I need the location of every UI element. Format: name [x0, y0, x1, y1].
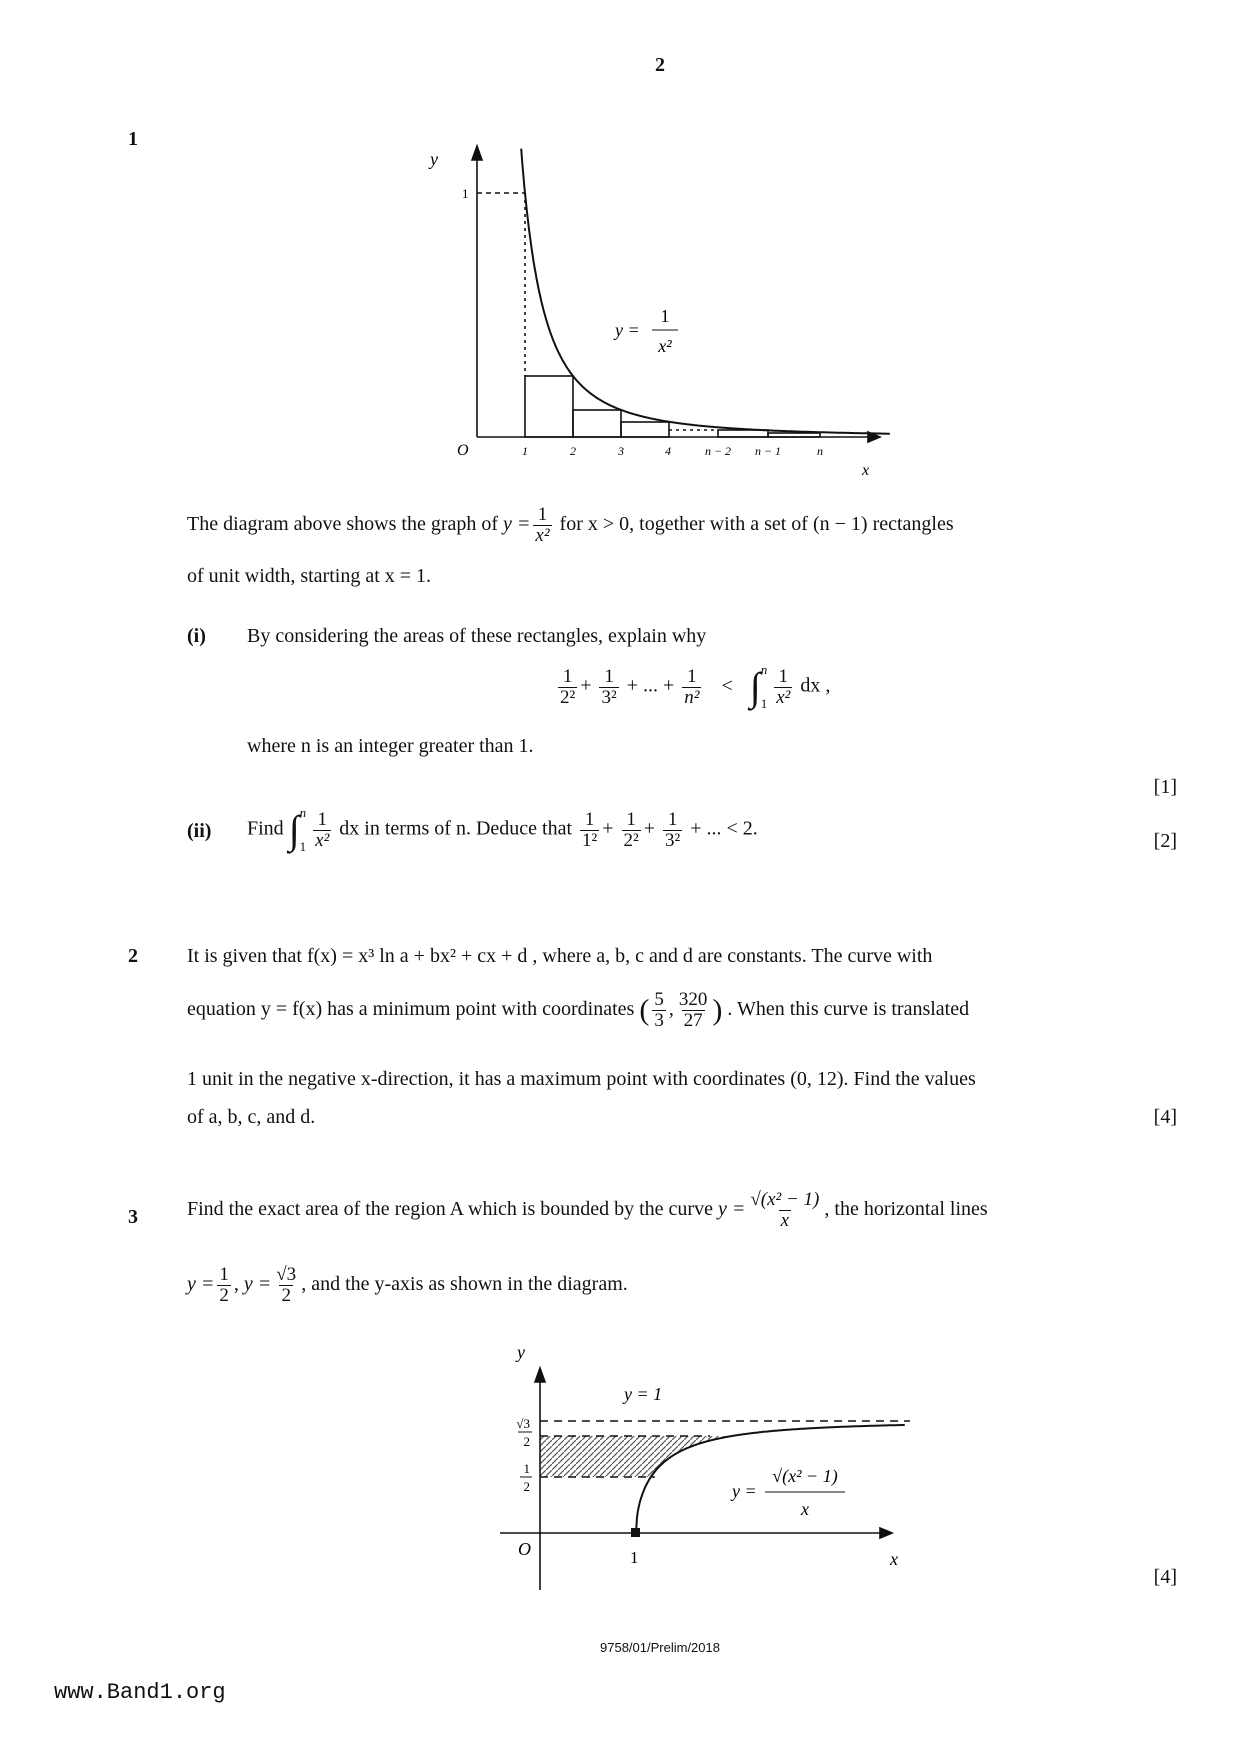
point-y — [677, 990, 710, 1031]
q1-intro-text: The diagram above shows the graph of — [187, 513, 499, 536]
q3-diagram — [0, 1330, 1239, 1600]
eq-lhs: y = — [243, 1273, 272, 1296]
q1-intro-line2: of unit width, starting at x = 1. — [187, 565, 432, 587]
tick-upper-den: 2 — [523, 1434, 530, 1449]
part-i-marks: [1] — [1153, 776, 1177, 798]
numerator: 1 — [537, 504, 548, 525]
upper-limit: n — [760, 662, 768, 677]
origin-label: O — [457, 442, 469, 459]
denominator: x — [780, 1209, 790, 1231]
point-x — [652, 990, 666, 1031]
integral-sign: ∫ — [288, 807, 300, 852]
tick-upper-num: √3 — [516, 1416, 530, 1431]
x-tick-4: 4 — [665, 444, 671, 458]
part-ii-marks: [2] — [1153, 830, 1177, 852]
rectangle-1 — [525, 376, 573, 437]
q3-line1 — [187, 1190, 988, 1231]
term-2 — [622, 810, 641, 851]
denominator: 3² — [601, 686, 617, 708]
x-tick-n-2: n − 2 — [704, 444, 732, 458]
q2-line3: 1 unit in the negative x-direction, it has a maximum point with coordinates (0, 12). Find the values — [187, 1068, 976, 1090]
q1-intro-line1 — [187, 505, 954, 546]
tick-lower-den: 2 — [523, 1479, 530, 1494]
q2-marks: [4] — [1153, 1106, 1177, 1128]
denominator: x² — [776, 686, 791, 708]
part-ii-text: dx in terms of n. Deduce that — [339, 817, 573, 840]
term-2 — [599, 667, 618, 708]
integrand — [774, 667, 792, 708]
curve-label-lhs: y = — [732, 1481, 757, 1501]
numerator: 1 — [687, 665, 697, 687]
watermark-link[interactable]: www.Band1.org — [54, 1680, 226, 1705]
ellipsis: + ... + — [626, 674, 675, 697]
integrand — [313, 810, 331, 851]
eq-lhs: y = — [503, 513, 531, 536]
y-axis-arrow — [472, 146, 482, 160]
y-tick-1: 1 — [462, 186, 469, 201]
q3-line2: y = $\frac{1}{2}$ , y = $\frac{√3}{2}$ , and the y-axis as shown in the diagram. — [187, 1264, 628, 1306]
q2-line1: It is given that f(x) = x³ ln a + bx² + cx + d , where a, b, c and d are constants. The curve with — [187, 945, 933, 967]
numerator: √3 — [276, 1264, 297, 1285]
point-1-0 — [631, 1528, 640, 1537]
x-tick-n: n — [817, 444, 823, 458]
footer-code: 9758/01/Prelim/2018 — [600, 1640, 720, 1655]
x-tick-n-1: n − 1 — [754, 444, 782, 458]
numerator: 1 — [317, 808, 327, 830]
eq-lhs: y = — [717, 1198, 746, 1221]
x-tick-3: 3 — [618, 444, 624, 458]
q2-text-2: . When this curve is translated — [727, 998, 970, 1021]
part-ii-line: Find ∫ n 1 $\frac{1}{\text{x²}}$ dx in terms of n. Deduce that $\frac{1}{\text{1²}}$ + $\frac{1}{\text{2²}}$ + $\frac{1}{\text{3²}}$ + ... < 2. — [247, 805, 758, 854]
denominator: x² — [535, 524, 550, 546]
x-tick-1: 1 — [522, 444, 528, 458]
rectangle-n-2 — [718, 430, 768, 437]
q2-line4: of a, b, c, and d. — [187, 1106, 316, 1128]
term-1 — [580, 810, 599, 851]
upper-limit: n — [299, 805, 307, 820]
rectangle-n-1 — [768, 433, 820, 437]
eq-lhs: y = — [187, 1273, 215, 1296]
integral-limits — [300, 805, 307, 855]
denominator: 2² — [560, 686, 576, 708]
q3-text: Find the exact area of the region A which is bounded by the curve — [187, 1198, 713, 1221]
term-3 — [663, 810, 682, 851]
term-1 — [558, 667, 577, 708]
numerator: 320 — [678, 989, 708, 1010]
part-i-label: (i) — [187, 625, 206, 647]
numerator: 1 — [584, 808, 595, 830]
denominator: 2 — [219, 1284, 229, 1306]
denominator: 3 — [654, 1009, 664, 1031]
curve-y-1-over-x-squared — [521, 149, 890, 434]
curve-label-num: √(x² − 1) — [772, 1466, 838, 1486]
question-number-2: 2 — [128, 945, 138, 967]
q3-text-3: , and the y-axis as shown in the diagram. — [301, 1273, 628, 1296]
fraction — [217, 1265, 231, 1306]
open-paren: ( — [639, 993, 650, 1027]
denominator: 3² — [664, 829, 681, 851]
part-ii-tail: + ... < 2. — [690, 817, 758, 840]
integral-limits — [761, 662, 768, 712]
inequality: $\frac{1}{\text{2²}}$ + $\frac{1}{\text{3²}}$ + ... + $\frac{1}{\text{n²}}$ < ∫ n 1 $\frac{1}{\text{x²}}$ dx , — [560, 662, 831, 711]
close-paren: ) — [712, 993, 723, 1027]
x-axis-label: x — [862, 462, 870, 479]
rectangle-3 — [621, 422, 669, 437]
x-axis-arrow — [880, 1528, 892, 1538]
question-number-1: 1 — [128, 128, 138, 150]
y-axis-label: y — [430, 149, 438, 169]
dx: dx , — [800, 674, 831, 697]
q1-intro-text-2: for x > 0, together with a set of (n − 1) rectangles — [559, 513, 954, 536]
part-i-text: By considering the areas of these rectangles, explain why — [247, 625, 707, 647]
y-axis-label: y — [517, 1342, 525, 1362]
denominator: n² — [684, 686, 700, 708]
numerator: 1 — [626, 808, 636, 830]
q3-marks: [4] — [1153, 1566, 1177, 1588]
denominator: x² — [315, 829, 330, 851]
asymptote-label: y = 1 — [624, 1384, 663, 1404]
numerator: 1 — [562, 665, 573, 687]
q3-text-2: , the horizontal lines — [824, 1198, 988, 1221]
integral-sign: ∫ — [749, 664, 761, 709]
numerator: 1 — [667, 808, 678, 830]
numerator: 1 — [219, 1264, 229, 1285]
denominator: 2 — [281, 1284, 291, 1306]
x-axis-label: x — [890, 1549, 898, 1569]
curve-label-numerator: 1 — [660, 306, 670, 326]
curve-label-denominator: x² — [658, 336, 672, 356]
lower-limit: 1 — [760, 696, 768, 711]
part-ii-label: (ii) — [187, 820, 212, 842]
less-than: < — [721, 674, 733, 697]
rectangle-2 — [573, 410, 621, 437]
numerator: 1 — [778, 665, 789, 687]
denominator: 27 — [683, 1009, 703, 1031]
fraction — [274, 1265, 298, 1306]
curve-fraction — [748, 1190, 821, 1231]
numerator: √(x² − 1) — [750, 1189, 820, 1210]
q1-diagram — [0, 0, 1239, 520]
q2-text: equation y = f(x) has a minimum point with coordinates — [187, 998, 635, 1021]
y-axis-arrow — [535, 1368, 545, 1382]
page-number: 2 — [655, 54, 665, 76]
term-n — [682, 667, 701, 708]
find-text: Find — [247, 817, 284, 840]
origin-label: O — [518, 1539, 531, 1559]
denominator: 2² — [623, 829, 639, 851]
q2-line2: equation y = f(x) has a minimum point with coordinates ( $\frac{5}{3}$ , $\frac{320}{27}$ ) . When this curve is translated — [187, 989, 970, 1031]
x-tick-2: 2 — [570, 444, 576, 458]
numerator: 1 — [604, 665, 614, 687]
x-tick-1: 1 — [630, 1548, 639, 1567]
tick-lower-num: 1 — [523, 1461, 530, 1476]
part-i-where: where n is an integer greater than 1. — [247, 735, 534, 757]
fraction — [533, 505, 551, 546]
lower-limit: 1 — [299, 839, 307, 854]
curve-label-lhs: y = — [615, 320, 640, 340]
question-number-3: 3 — [128, 1206, 138, 1228]
numerator: 5 — [654, 989, 664, 1010]
curve-label-den: x — [801, 1499, 809, 1519]
denominator: 1² — [582, 829, 598, 851]
